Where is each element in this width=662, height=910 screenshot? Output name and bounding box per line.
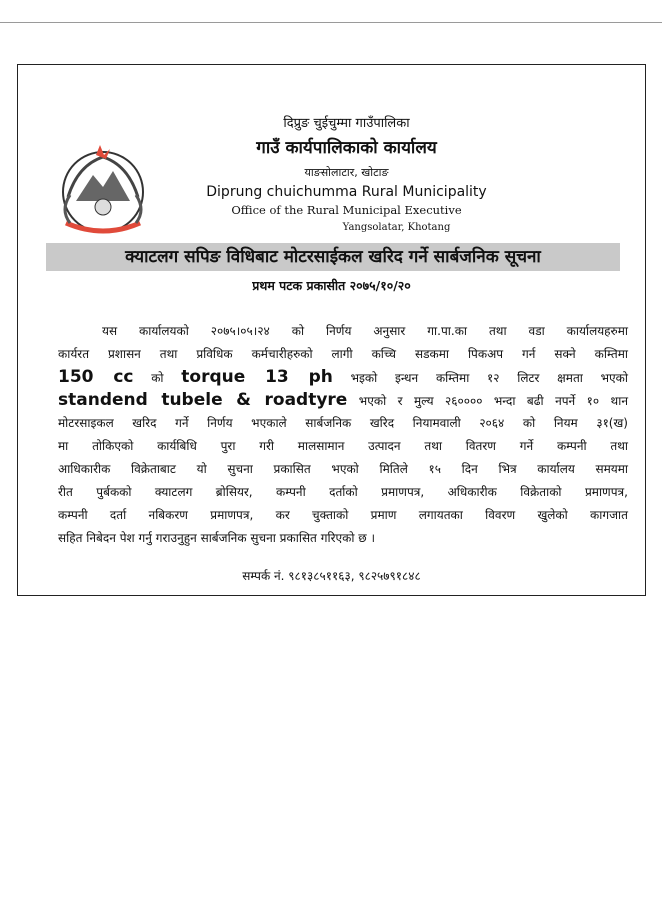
body-line xyxy=(58,435,628,458)
specification-text: torque 13 ph xyxy=(181,367,333,387)
body-text: मोटरसाइकल खरिद गर्ने निर्णय भएकाले सार्बजनिक खरिद नियामवाली २०६४ को नियम ३१(ख) xyxy=(58,416,628,430)
body-text: सहित निबेदन पेश गर्नु गराउनुहुन सार्बजनिक सुचना प्रकासित गरिएको छ । xyxy=(58,531,376,545)
body-text: कार्यरत प्रशासन तथा प्रविधिक कर्मचारीहरुको लागी कच्चि सडकमा पिकअप गर्न सक्ने कम्तिमा xyxy=(58,347,628,361)
published-date: प्रथम पटक प्रकासीत २०७५/१०/२० xyxy=(252,278,411,293)
body-text: भएको र मुल्य २६०००० भन्दा बढी नपर्ने १० थान xyxy=(347,394,628,408)
body-line xyxy=(58,527,628,550)
body-line xyxy=(58,504,628,527)
body-line xyxy=(58,320,628,343)
body-line xyxy=(58,481,628,504)
specification-text: standend tubele & roadtyre xyxy=(58,390,348,410)
specification-text: 150 cc xyxy=(58,367,134,387)
notice-title: क्याटलग सपिङ विधिबाट मोटरसाईकल खरिद गर्ने सार्बजनिक सूचना xyxy=(46,243,620,271)
municipality-name-np: दिप्रुङ चुईचुम्मा गाउँपालिका xyxy=(283,116,410,131)
notice-body xyxy=(58,320,628,550)
body-line xyxy=(58,412,628,435)
body-text: को xyxy=(133,371,182,385)
top-rule xyxy=(0,22,662,23)
address-en: Yangsolatar, Khotang xyxy=(342,222,451,233)
body-line xyxy=(58,366,628,389)
body-line xyxy=(58,458,628,481)
body-line xyxy=(58,389,628,412)
body-text: रीत पुर्बकको क्याटलग ब्रोसियर, कम्पनी दर्ताको प्रमाणपत्र, अधिकारीक विक्रेताको प्रमाणपत्र, xyxy=(58,485,628,499)
body-text: भइको इन्धन कम्तिमा १२ लिटर क्षमता भएको xyxy=(332,371,629,385)
nepal-government-emblem-icon xyxy=(48,135,158,245)
body-line xyxy=(58,343,628,366)
body-text: कम्पनी दर्ता नबिकरण प्रमाणपत्र, कर चुक्ताको प्रमाण लगायतका विवरण खुलेको कागजात xyxy=(58,508,628,522)
body-text: मा तोकिएको कार्यबिधि पुरा गरी मालसामान उत्पादन तथा वितरण गर्ने कम्पनी तथा xyxy=(58,439,628,453)
office-name-np: गाउँ कार्यपालिकाको कार्यालय xyxy=(256,138,437,158)
municipality-name-en: Diprung chuichumma Rural Municipality xyxy=(206,184,487,200)
contact-numbers: सम्पर्क नं. ९८१३८५११६३, ९८२५७९१८४८ xyxy=(242,569,421,583)
notice-box xyxy=(17,64,646,596)
body-text: आधिकारीक विक्रेताबाट यो सुचना प्रकासित भएको मितिले १५ दिन भित्र कार्यालय समयमा xyxy=(58,462,628,476)
body-text: यस कार्यालयको २०७५।०५।२४ को निर्णय अनुसार गा.पा.का तथा वडा कार्यालयहरुमा xyxy=(102,324,628,338)
office-name-en: Office of the Rural Municipal Executive xyxy=(231,203,462,217)
address-np: याङसोलाटार, खोटाङ xyxy=(304,166,389,179)
